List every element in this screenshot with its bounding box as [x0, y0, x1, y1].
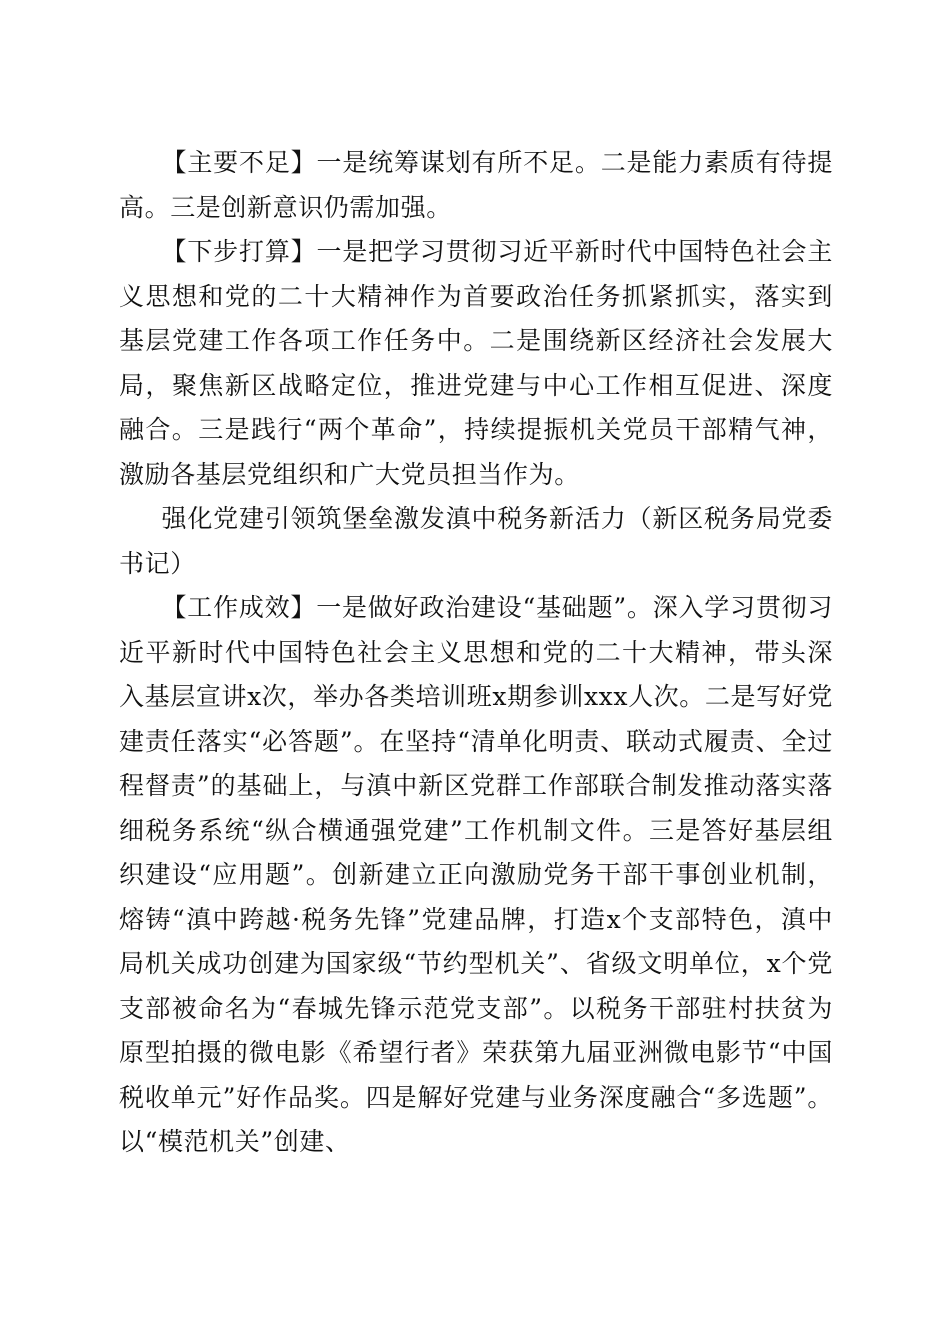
paragraph-work-results: 【工作成效】一是做好政治建设“基础题”。深入学习贯彻习近平新时代中国特色社会主义思想和党的二十大精神，带头深入基层宣讲x次，举办各类培训班x期参训xxx人次。二是写好党建责任落实“必答题”。在坚持“清单化明责、联动式履责、全过程督责”的基础上，与滇中新区党群工作部联合制发推动落实落细税务系统“纵合横通强党建”工作机制文件。三是答好基层组织建设“应用题”。创新建立正向激励党务干部干事创业机制，熔铸“滇中跨越·税务先锋”党建品牌，打造x个支部特色，滇中局机关成功创建为国家级“节约型机关”、省级文明单位，x个党支部被命名为“春城先锋示范党支部”。以税务干部驻村扶贫为原型拍摄的微电影《希望行者》荣获第九届亚洲微电影节“中国税收单元”好作品奖。四是解好党建与业务深度融合“多选题”。以“模范机关”创建、 — [119, 593, 833, 1156]
paragraph-main-shortcomings: 【主要不足】一是统筹谋划有所不足。二是能力素质有待提高。三是创新意识仍需加强。 — [119, 148, 833, 222]
document-body — [119, 141, 833, 1165]
paragraph-next-steps: 【下步打算】一是把学习贯彻习近平新时代中国特色社会主义思想和党的二十大精神作为首要政治任务抓紧抓实，落实到基层党建工作各项工作任务中。二是围绕新区经济社会发展大局，聚焦新区战略定位，推进党建与中心工作相互促进、深度融合。三是践行“两个革命”，持续提振机关党员干部精气神，激励各基层党组织和广大党员担当作为。 — [119, 237, 833, 489]
section-title: 强化党建引领筑堡垒激发滇中税务新活力（新区税务局党委书记） — [119, 504, 833, 578]
